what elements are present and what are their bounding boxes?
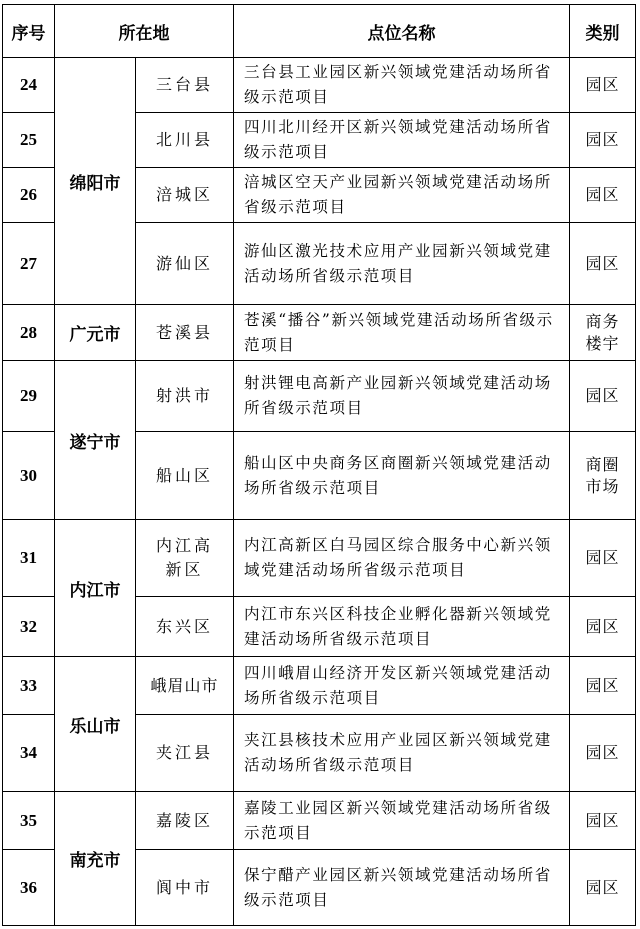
- row-seq: 32: [3, 597, 55, 657]
- row-name: 三台县工业园区新兴领域党建活动场所省级示范项目: [234, 58, 570, 113]
- row-seq: 27: [3, 223, 55, 305]
- row-name: 船山区中央商务区商圈新兴领域党建活动场所省级示范项目: [234, 432, 570, 520]
- row-city: 广元市: [55, 305, 136, 361]
- row-county: 三台县: [136, 58, 234, 113]
- row-city: 绵阳市: [55, 58, 136, 305]
- table-row: [3, 520, 636, 597]
- header-row: [3, 5, 636, 58]
- table-row: [3, 657, 636, 715]
- row-category: 园区: [570, 715, 636, 792]
- project-table: [2, 4, 636, 926]
- row-name: 嘉陵工业园区新兴领域党建活动场所省级示范项目: [234, 792, 570, 850]
- row-category: 园区: [570, 792, 636, 850]
- row-name: 保宁醋产业园区新兴领域党建活动场所省级示范项目: [234, 850, 570, 926]
- row-county: 北川县: [136, 113, 234, 168]
- row-name: 苍溪“播谷”新兴领域党建活动场所省级示范项目: [234, 305, 570, 361]
- row-seq: 26: [3, 168, 55, 223]
- row-seq: 28: [3, 305, 55, 361]
- row-category: 园区: [570, 113, 636, 168]
- row-city: 南充市: [55, 792, 136, 926]
- header-name: 点位名称: [234, 5, 570, 58]
- row-city: 乐山市: [55, 657, 136, 792]
- row-city: 内江市: [55, 520, 136, 657]
- row-category: 园区: [570, 361, 636, 432]
- row-seq: 36: [3, 850, 55, 926]
- row-county: 嘉陵区: [136, 792, 234, 850]
- row-seq: 30: [3, 432, 55, 520]
- row-county: 射洪市: [136, 361, 234, 432]
- row-category: 园区: [570, 597, 636, 657]
- row-seq: 24: [3, 58, 55, 113]
- row-name: 内江高新区白马园区综合服务中心新兴领域党建活动场所省级示范项目: [234, 520, 570, 597]
- row-city: 遂宁市: [55, 361, 136, 520]
- table-row: [3, 361, 636, 432]
- table-row: [3, 58, 636, 113]
- row-name: 射洪锂电高新产业园新兴领域党建活动场所省级示范项目: [234, 361, 570, 432]
- row-name: 四川峨眉山经济开发区新兴领域党建活动场所省级示范项目: [234, 657, 570, 715]
- row-category: 商圈市场: [570, 432, 636, 520]
- row-county: 夹江县: [136, 715, 234, 792]
- row-county: 内江高新区: [136, 520, 234, 597]
- row-category: 园区: [570, 520, 636, 597]
- row-category: 商务楼宇: [570, 305, 636, 361]
- row-category: 园区: [570, 850, 636, 926]
- row-seq: 25: [3, 113, 55, 168]
- row-seq: 35: [3, 792, 55, 850]
- header-category: 类别: [570, 5, 636, 58]
- row-county: 船山区: [136, 432, 234, 520]
- row-county: 苍溪县: [136, 305, 234, 361]
- row-category: 园区: [570, 168, 636, 223]
- row-county: 峨眉山市: [136, 657, 234, 715]
- row-county: 东兴区: [136, 597, 234, 657]
- row-name: 游仙区激光技术应用产业园新兴领域党建活动场所省级示范项目: [234, 223, 570, 305]
- row-seq: 29: [3, 361, 55, 432]
- table-row: [3, 792, 636, 850]
- row-name: 内江市东兴区科技企业孵化器新兴领域党建活动场所省级示范项目: [234, 597, 570, 657]
- row-seq: 34: [3, 715, 55, 792]
- table-row: [3, 305, 636, 361]
- row-category: 园区: [570, 223, 636, 305]
- header-location: 所在地: [55, 5, 234, 58]
- row-county: 涪城区: [136, 168, 234, 223]
- row-county: 游仙区: [136, 223, 234, 305]
- row-category: 园区: [570, 58, 636, 113]
- header-seq: 序号: [3, 5, 55, 58]
- row-name: 夹江县核技术应用产业园区新兴领域党建活动场所省级示范项目: [234, 715, 570, 792]
- row-seq: 31: [3, 520, 55, 597]
- row-category: 园区: [570, 657, 636, 715]
- row-name: 四川北川经开区新兴领域党建活动场所省级示范项目: [234, 113, 570, 168]
- row-seq: 33: [3, 657, 55, 715]
- row-county: 阆中市: [136, 850, 234, 926]
- row-name: 涪城区空天产业园新兴领域党建活动场所省级示范项目: [234, 168, 570, 223]
